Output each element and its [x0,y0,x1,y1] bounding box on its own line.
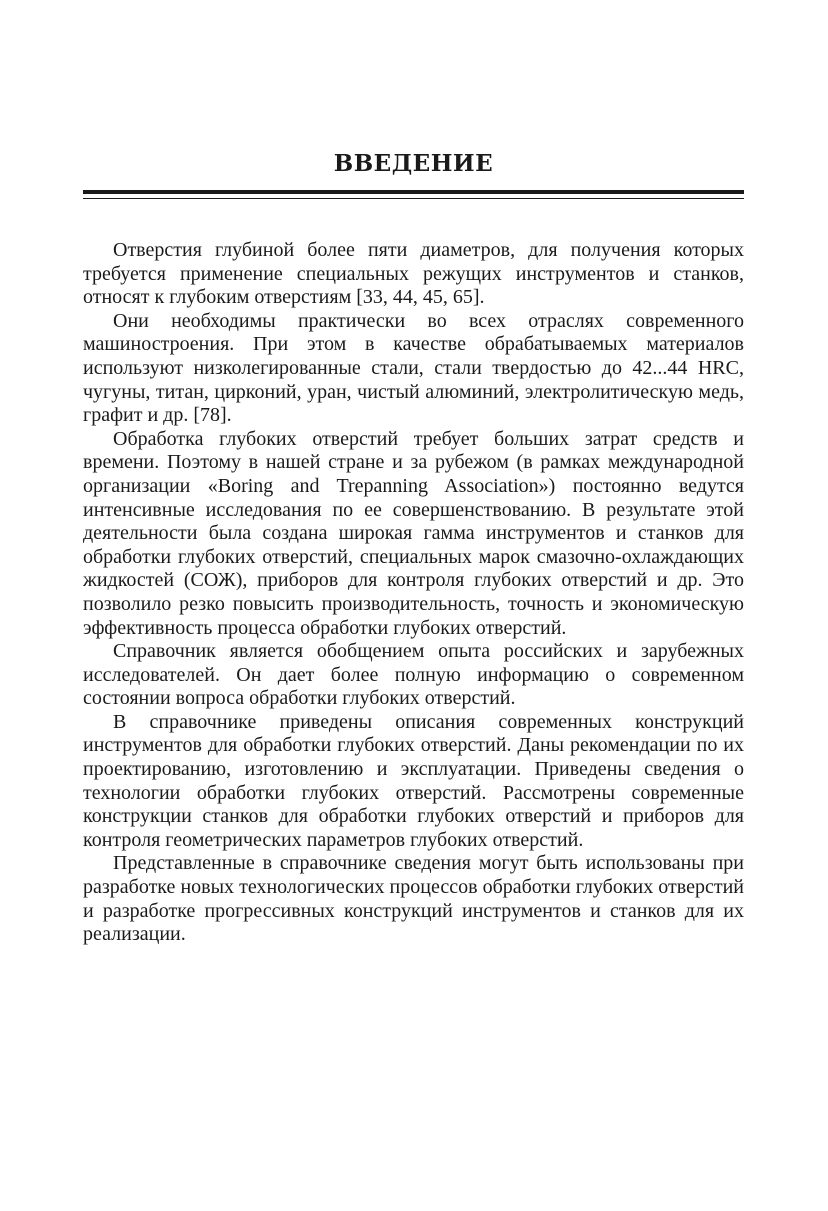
title-rule-thin [83,198,744,199]
page-title: ВВЕДЕНИЕ [333,150,494,177]
paragraph-3: Обработка глубоких отверстий требует больших затрат средств и времени. Поэтому в нашей стране и за рубежом (в рамках международной организации «Boring and Trepanning Association») постоянно ведутся интенсивные исследования по ее совершенствованию. В результате этой деятельности была создана широкая гамма инструментов и станков для обработки глубоких отверстий, специальных марок смазочно-охлаждающих жидкостей (СОЖ), приборов для контроля глубоких отверстий и др. Это позволило резко повысить производительность, точность и экономическую эффективность процесса обработки глубоких отверстий. [83,427,744,639]
body-text [83,239,744,947]
paragraph-5: В справочнике приведены описания современных конструкций инструментов для обработки глубоких отверстий. Даны рекомендации по их проектированию, изготовлению и эксплуатации. Приведены сведения о технологии обработки глубоких отверстий. Рассмотрены современные конструкции станков для обработки глубоких отверстий и приборов для контроля геометрических параметров глубоких отверстий. [83,710,744,851]
paragraph-6: Представленные в справочнике сведения могут быть использованы при разработке новых технологических процессов обработки глубоких отверстий и разработке прогрессивных конструкций инструментов и станков для их реализации. [83,852,744,946]
paragraph-4: Справочник является обобщением опыта российских и зарубежных исследователей. Он дает более полную информацию о современном состоянии вопроса обработки глубоких отверстий. [83,640,744,710]
paragraph-1: Отверстия глубиной более пяти диаметров, для получения которых требуется применение специальных режущих инструментов и станков, относят к глубоким отверстиям [33, 44, 45, 65]. [83,239,744,309]
title-rule-thick [83,190,744,194]
paragraph-2: Они необходимы практически во всех отраслях современного машиностроения. При этом в качестве обрабатываемых материалов используют низколегированные стали, стали твердостью до 42...44 HRC, чугуны, титан, цирконий, уран, чистый алюминий, электролитическую медь, графит и др. [78]. [83,309,744,427]
